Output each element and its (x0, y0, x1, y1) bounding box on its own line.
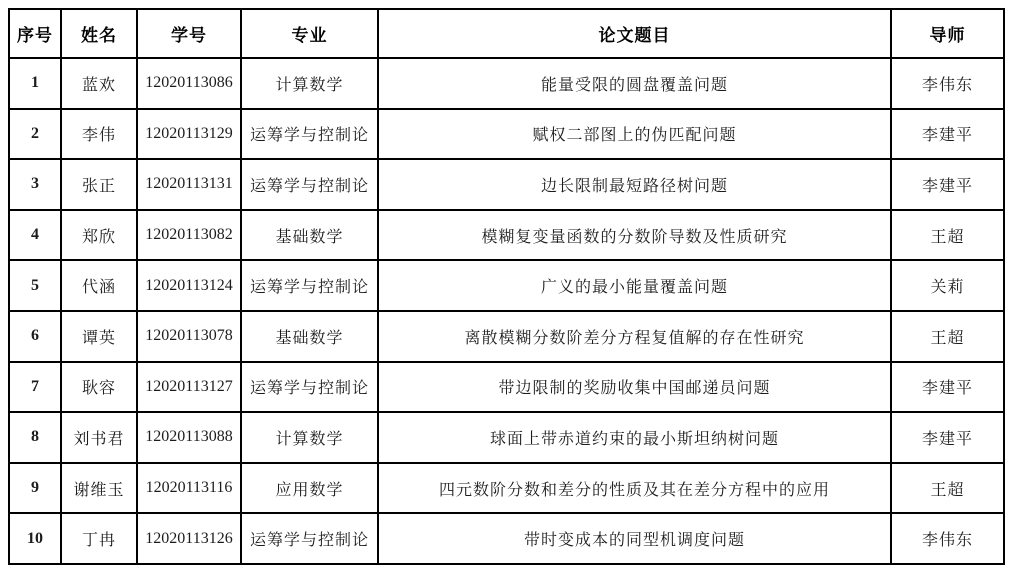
cell-thesis: 四元数阶分数和差分的性质及其在差分方程中的应用 (378, 463, 891, 514)
cell-student-id: 12020113129 (137, 109, 241, 160)
cell-major: 运筹学与控制论 (241, 513, 378, 564)
cell-name: 代涵 (61, 260, 137, 311)
table-row (9, 58, 1004, 109)
cell-name: 李伟 (61, 109, 137, 160)
cell-thesis: 边长限制最短路径树问题 (378, 159, 891, 210)
cell-name: 耿容 (61, 362, 137, 413)
header-cell-student-id: 学号 (137, 9, 241, 58)
cell-thesis: 模糊复变量函数的分数阶导数及性质研究 (378, 210, 891, 261)
cell-name: 蓝欢 (61, 58, 137, 109)
cell-student-id: 12020113086 (137, 58, 241, 109)
cell-no: 1 (9, 58, 61, 109)
cell-major: 应用数学 (241, 463, 378, 514)
cell-advisor: 王超 (891, 210, 1004, 261)
cell-no: 6 (9, 311, 61, 362)
cell-major: 计算数学 (241, 58, 378, 109)
cell-no: 9 (9, 463, 61, 514)
table-body (9, 58, 1004, 564)
cell-thesis: 能量受限的圆盘覆盖问题 (378, 58, 891, 109)
cell-advisor: 王超 (891, 311, 1004, 362)
cell-name: 刘书君 (61, 412, 137, 463)
cell-major: 计算数学 (241, 412, 378, 463)
header-cell-major: 专业 (241, 9, 378, 58)
table-row (9, 260, 1004, 311)
cell-student-id: 12020113082 (137, 210, 241, 261)
cell-major: 运筹学与控制论 (241, 159, 378, 210)
cell-thesis: 带边限制的奖励收集中国邮递员问题 (378, 362, 891, 413)
cell-name: 郑欣 (61, 210, 137, 261)
cell-student-id: 12020113126 (137, 513, 241, 564)
cell-name: 丁冉 (61, 513, 137, 564)
cell-name: 张正 (61, 159, 137, 210)
cell-advisor: 李建平 (891, 412, 1004, 463)
cell-major: 基础数学 (241, 311, 378, 362)
cell-student-id: 12020113116 (137, 463, 241, 514)
cell-major: 基础数学 (241, 210, 378, 261)
cell-student-id: 12020113088 (137, 412, 241, 463)
table-row (9, 513, 1004, 564)
cell-no: 4 (9, 210, 61, 261)
cell-advisor: 王超 (891, 463, 1004, 514)
cell-student-id: 12020113127 (137, 362, 241, 413)
cell-advisor: 李建平 (891, 109, 1004, 160)
cell-advisor: 关莉 (891, 260, 1004, 311)
cell-advisor: 李伟东 (891, 513, 1004, 564)
header-cell-thesis: 论文题目 (378, 9, 891, 58)
cell-thesis: 球面上带赤道约束的最小斯坦纳树问题 (378, 412, 891, 463)
cell-thesis: 带时变成本的同型机调度问题 (378, 513, 891, 564)
table-row (9, 109, 1004, 160)
cell-thesis: 广义的最小能量覆盖问题 (378, 260, 891, 311)
cell-thesis: 赋权二部图上的伪匹配问题 (378, 109, 891, 160)
cell-student-id: 12020113124 (137, 260, 241, 311)
header-cell-name: 姓名 (61, 9, 137, 58)
cell-name: 谭英 (61, 311, 137, 362)
cell-student-id: 12020113078 (137, 311, 241, 362)
cell-major: 运筹学与控制论 (241, 109, 378, 160)
thesis-list-table (8, 8, 1005, 565)
table-row (9, 362, 1004, 413)
cell-thesis: 离散模糊分数阶差分方程复值解的存在性研究 (378, 311, 891, 362)
cell-advisor: 李伟东 (891, 58, 1004, 109)
cell-major: 运筹学与控制论 (241, 362, 378, 413)
table-row (9, 412, 1004, 463)
header-cell-advisor: 导师 (891, 9, 1004, 58)
header-row (9, 9, 1004, 58)
cell-student-id: 12020113131 (137, 159, 241, 210)
cell-no: 5 (9, 260, 61, 311)
cell-no: 8 (9, 412, 61, 463)
cell-name: 谢维玉 (61, 463, 137, 514)
cell-no: 10 (9, 513, 61, 564)
cell-advisor: 李建平 (891, 362, 1004, 413)
cell-major: 运筹学与控制论 (241, 260, 378, 311)
table-header (9, 9, 1004, 58)
cell-no: 7 (9, 362, 61, 413)
cell-no: 3 (9, 159, 61, 210)
table-row (9, 159, 1004, 210)
cell-no: 2 (9, 109, 61, 160)
table-row (9, 210, 1004, 261)
cell-advisor: 李建平 (891, 159, 1004, 210)
table-row (9, 463, 1004, 514)
table-row (9, 311, 1004, 362)
header-cell-no: 序号 (9, 9, 61, 58)
